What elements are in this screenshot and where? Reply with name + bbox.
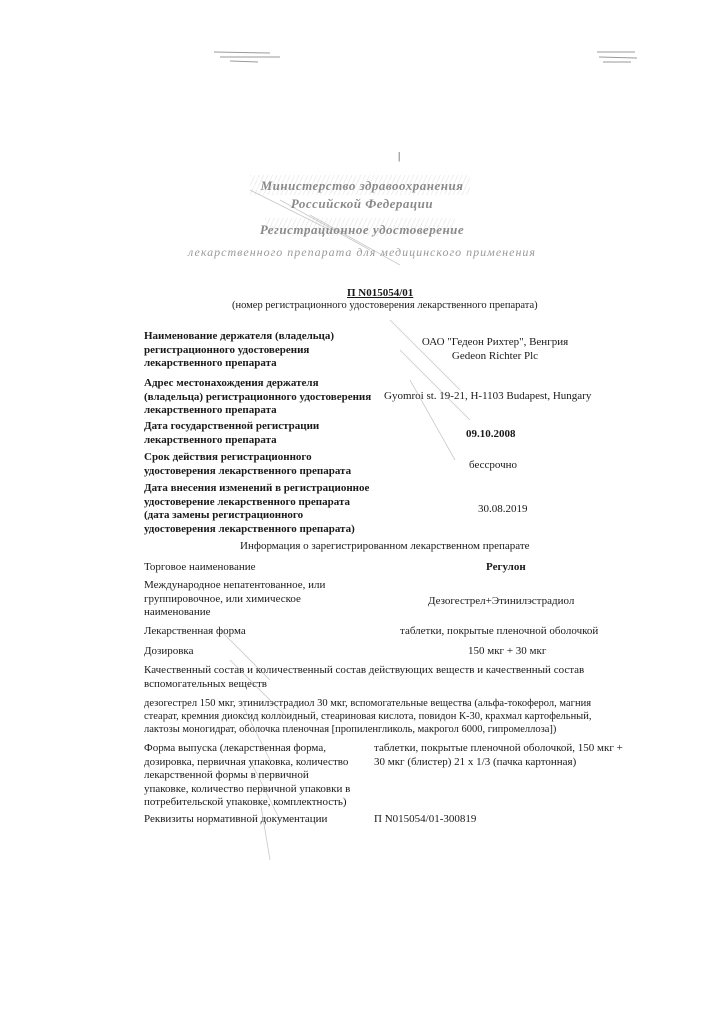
emblem-line-3: Регистрационное удостоверение xyxy=(259,222,465,237)
normative-label: Реквизиты нормативной документации xyxy=(144,813,328,825)
dosage-label: Дозировка xyxy=(144,645,194,657)
normative-value: П N015054/01-300819 xyxy=(374,813,477,825)
certificate-number-caption: (номер регистрационного удостоверения лекарственного препарата) xyxy=(232,300,538,311)
registration-date-value: 09.10.2008 xyxy=(466,428,516,440)
release-form-label: Форма выпуска (лекарственная форма, дозировка, первичная упаковка, количество лекарственной формы в первичной упаковке, количество первичной упаковки в потребительской упаковке, комплектность) xyxy=(144,742,351,808)
composition-heading: Качественный состав и количественный состав действующих веществ и качественный состав вспомогательных веществ xyxy=(144,664,585,690)
trade-name-value: Регулон xyxy=(486,561,526,573)
holder-name-label: Наименование держателя (владельца) регистрационного удостоверения лекарственного препарата xyxy=(144,330,335,369)
holder-address-value: Gyomroi st. 19-21, H-1103 Budapest, Hungary xyxy=(384,390,592,402)
validity-value: бессрочно xyxy=(469,459,518,471)
page-marker: | xyxy=(398,150,401,162)
emblem-line-1: Министерство здравоохранения xyxy=(260,178,464,193)
changes-date-label: Дата внесения изменений в регистрационное удостоверение лекарственного препарата (дата замены регистрационного удостоверения лекарственного препарата) xyxy=(144,482,370,535)
emblem-line-2: Российской Федерации xyxy=(290,196,434,211)
dosage-form-label: Лекарственная форма xyxy=(144,625,246,637)
registration-date-label: Дата государственной регистрации лекарственного препарата xyxy=(144,420,320,446)
emblem-line-4: лекарственного препарата для медицинского применения xyxy=(188,245,536,259)
release-form-value: таблетки, покрытые пленочной оболочкой, 150 мкг + 30 мкг (блистер) 21 x 1/3 (пачка картонная) xyxy=(374,742,623,768)
dosage-form-value: таблетки, покрытые пленочной оболочкой xyxy=(400,625,599,637)
composition-text: дезогестрел 150 мкг, этинилэстрадиол 30 мкг, вспомогательные вещества (альфа-токоферол, магния стеарат, кремния диоксид коллоидный, стеариновая кислота, повидон К-30, крахмал картофельный, лактозы моногидрат, оболочка пленочная [пропиленгликоль, макрогол 6000, гипромеллоза]) xyxy=(144,698,592,735)
info-title: Информация о зарегистрированном лекарственном препарате xyxy=(240,540,530,552)
inn-value: Дезогестрел+Этинилэстрадиол xyxy=(428,595,575,607)
trade-name-label: Торговое наименование xyxy=(144,561,256,573)
validity-label: Срок действия регистрационного удостоверения лекарственного препарата xyxy=(144,451,352,477)
dosage-value: 150 мкг + 30 мкг xyxy=(468,645,547,657)
scan-mark-right xyxy=(595,48,640,66)
watermark-hatching xyxy=(210,160,530,880)
inn-label: Международное непатентованное, или группировочное, или химическое наименование xyxy=(144,579,326,618)
holder-name-value: ОАО "Гедеон Рихтер", Венгрия Gedeon Richter Plc xyxy=(421,336,569,362)
holder-address-label: Адрес местонахождения держателя (владельца) регистрационного удостоверения лекарственного препарата xyxy=(144,377,372,416)
changes-date-value: 30.08.2019 xyxy=(478,503,528,515)
scan-mark-left xyxy=(210,48,300,66)
certificate-number: П N015054/01 xyxy=(347,287,414,299)
